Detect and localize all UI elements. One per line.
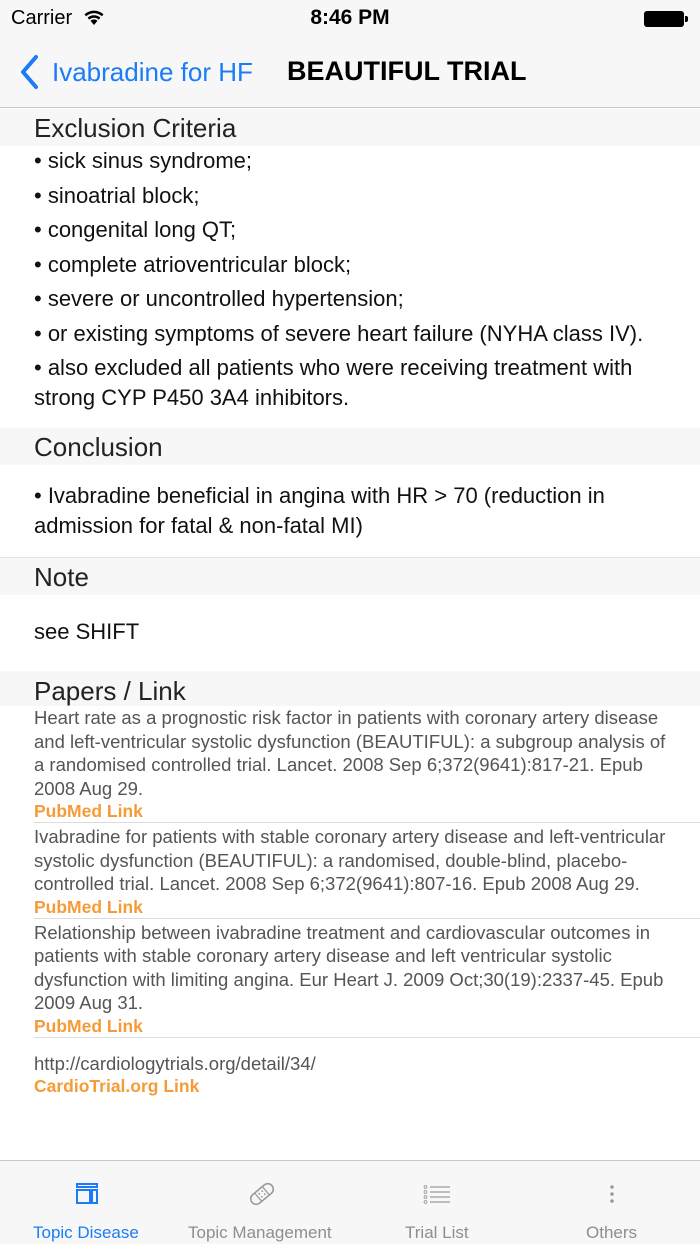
battery-full-icon — [644, 11, 688, 27]
tab-label: Trial List — [405, 1223, 469, 1242]
exclusion-item: • severe or uncontrolled hypertension; — [34, 286, 404, 311]
pubmed-link[interactable]: PubMed Link — [34, 801, 143, 821]
website-item — [34, 1038, 700, 1110]
tab-trial-list[interactable] — [350, 1161, 525, 1244]
tab-topic-disease[interactable] — [0, 1161, 175, 1244]
conclusion-list — [0, 465, 700, 559]
cardiotrial-link[interactable]: CardioTrial.org Link — [34, 1076, 200, 1096]
paper-item — [34, 706, 700, 823]
bandage-icon — [247, 1181, 277, 1207]
exclusion-item: • complete atrioventricular block; — [34, 251, 352, 277]
pubmed-link[interactable]: PubMed Link — [34, 896, 143, 917]
exclusion-item: • sick sinus syndrome; — [34, 148, 252, 173]
section-header-papers: Papers / Link — [0, 671, 700, 706]
exclusion-item: • sinoatrial block; — [34, 182, 200, 208]
carrier-label: Carrier — [11, 7, 73, 29]
layout-icon — [72, 1181, 102, 1207]
section-header-note: Note — [0, 558, 700, 595]
paper-citation: Ivabradine for patients with stable coronary artery disease and left-ventricular systolic dysfunction (BEAUTIFUL): a randomised, double-blind, placebo-controlled trial. Lancet. 2008 Sep 6;372(9641):807-16. Epub 2008 Aug 29. — [34, 826, 666, 894]
website-url: http://cardiologytrials.org/detail/34/ — [34, 1052, 316, 1074]
paper-citation: Heart rate as a prognostic risk factor in patients with coronary artery disease and left-ventricular systolic dysfunction (BEAUTIFUL): a subgroup analysis of a randomised controlled trial. Lancet. 2008 Sep 6;372(9641):817-21. Epub 2008 Aug 29. — [34, 707, 666, 799]
section-header-conclusion: Conclusion — [0, 428, 700, 465]
exclusion-item: • also excluded all patients who were receiving treatment with strong CYP P450 3A4 inhibitors. — [34, 355, 633, 410]
clock: 8:46 PM — [310, 6, 390, 29]
back-button[interactable] — [18, 54, 253, 90]
more-vertical-icon — [597, 1181, 627, 1207]
exclusion-item: • congenital long QT; — [34, 217, 237, 242]
status-bar — [0, 0, 700, 40]
tab-topic-management[interactable] — [175, 1161, 350, 1244]
back-label: Ivabradine for HF — [52, 56, 253, 87]
list-icon — [422, 1181, 452, 1207]
conclusion-item: • Ivabradine beneficial in angina with HR > 70 (reduction in admission for fatal & non-fatal MI) — [34, 482, 605, 538]
tab-label: Others — [586, 1223, 638, 1242]
paper-citation: Relationship between ivabradine treatment and cardiovascular outcomes in patients with stable coronary artery disease and left ventricular systolic dysfunction with limiting angina. Eur Heart J. 2009 Oct;30(19):2337-45. Epub 2009 Aug 31. — [34, 921, 664, 1013]
section-header-exclusion: Exclusion Criteria — [0, 109, 700, 146]
pubmed-link[interactable]: PubMed Link — [34, 1015, 143, 1036]
chevron-left-icon — [18, 54, 40, 90]
exclusion-criteria-list — [0, 146, 700, 428]
note-text: see SHIFT — [34, 619, 140, 644]
tab-label: Topic Management — [188, 1223, 332, 1242]
paper-item — [34, 919, 700, 1038]
tab-others[interactable] — [525, 1161, 700, 1244]
tab-label: Topic Disease — [33, 1223, 139, 1242]
navigation-bar — [0, 40, 700, 108]
paper-item — [34, 823, 700, 919]
page-title: BEAUTIFUL TRIAL — [287, 56, 527, 86]
tab-bar — [0, 1160, 700, 1244]
exclusion-item: • or existing symptoms of severe heart failure (NYHA class IV). — [34, 320, 644, 346]
trial-detail-content[interactable] — [0, 109, 700, 1160]
